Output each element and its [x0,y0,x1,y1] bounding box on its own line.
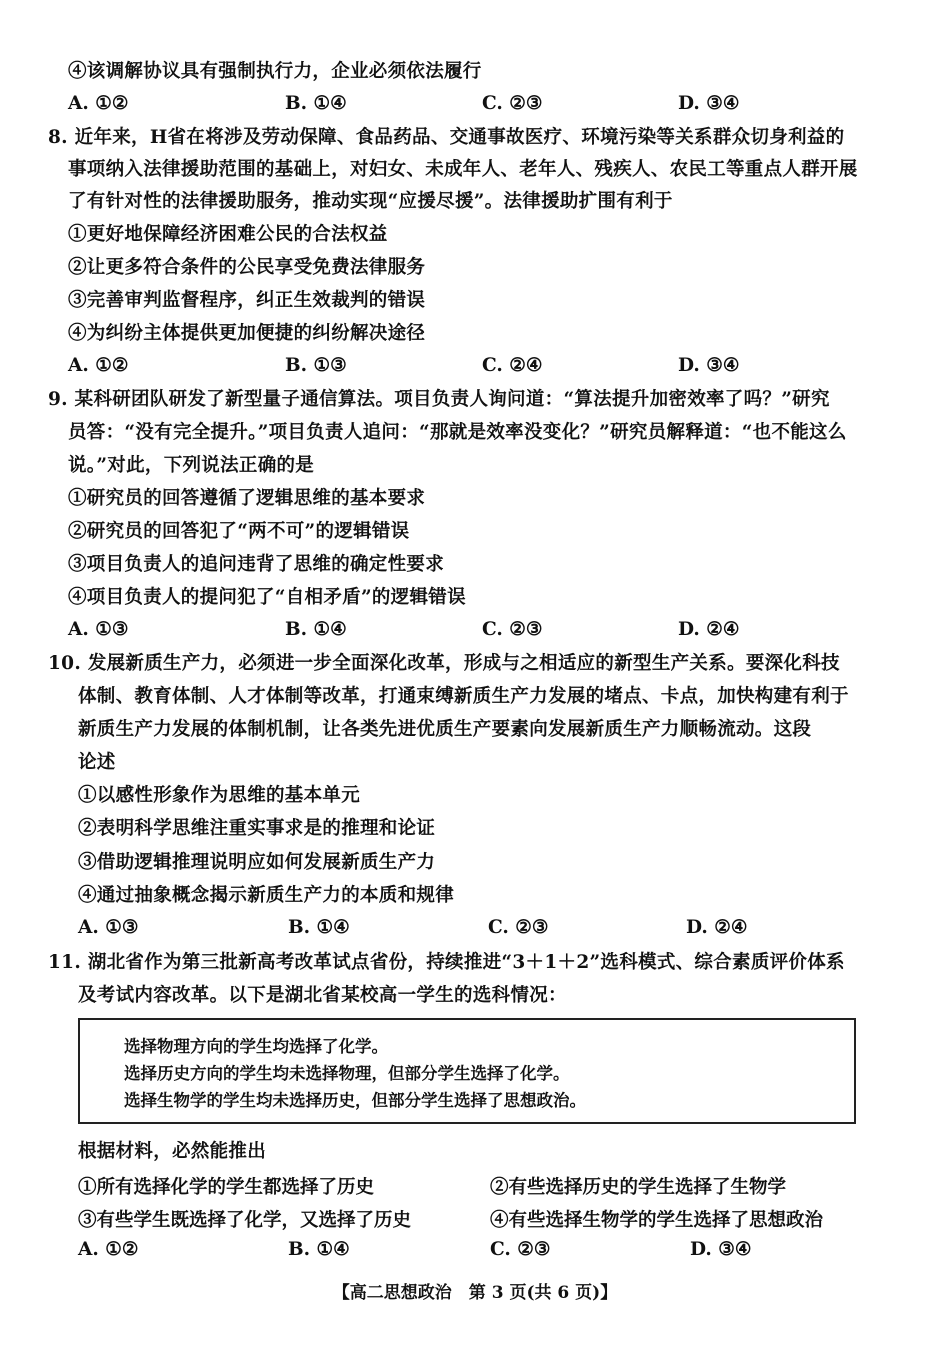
q11-option-b: B. ①④ [288,1239,350,1260]
q10-statement-2: ②表明科学思维注重实事求是的推理和论证 [78,818,436,839]
q10-option-a: A. ①③ [78,917,139,938]
q10-stem-line-4: 论述 [78,752,116,773]
q11-statement-1: ①所有选择化学的学生都选择了历史 [78,1177,375,1198]
q9-option-d: D. ②④ [678,619,740,640]
q9-options [68,619,868,643]
q7-option-b: B. ①④ [285,93,347,114]
q8-options [68,355,868,379]
q10-statement-3: ③借助逻辑推理说明应如何发展新质生产力 [78,852,436,873]
q10-stem-line-2: 体制、教育体制、人才体制等改革，打通束缚新质生产力发展的堵点、卡点，加快构建有利于 [78,686,849,707]
q11-option-d: D. ③④ [690,1239,752,1260]
q11-option-a: A. ①② [78,1239,139,1260]
q7-option-c: C. ②③ [482,93,543,114]
q8-option-a: A. ①② [68,355,129,376]
q9-option-c: C. ②③ [482,619,543,640]
q11-material-line-3: 选择生物学的学生均未选择历史，但部分学生选择了思想政治。 [124,1091,586,1110]
q7-options [68,93,868,117]
q8-stem-line-1: 8. 近年来，H省在将涉及劳动保障、食品药品、交通事故医疗、环境污染等关系群众切身利益的 [48,127,845,148]
q8-statement-3: ③完善审判监督程序，纠正生效裁判的错误 [68,290,426,311]
q7-option-d: D. ③④ [678,93,740,114]
q8-stem-line-2: 事项纳入法律援助范围的基础上，对妇女、未成年人、老年人、残疾人、农民工等重点人群开展 [68,159,858,180]
q9-stem-line-1: 9. 某科研团队研发了新型量子通信算法。项目负责人询问道：“算法提升加密效率了吗？”研究 [48,389,830,410]
q10-statement-4: ④通过抽象概念揭示新质生产力的本质和规律 [78,885,455,906]
q9-stem-line-2: 员答：“没有完全提升。”项目负责人追问：“那就是效率没变化？”研究员解释道：“也不能这么 [68,422,847,443]
q9-statement-1: ①研究员的回答遵循了逻辑思维的基本要求 [68,488,426,509]
q8-stem-line-3: 了有针对性的法律援助服务，推动实现“应援尽援”。法律援助扩围有利于 [68,191,673,212]
q11-statements-row-2 [78,1206,878,1230]
q7-statement-4: ④该调解协议具有强制执行力，企业必须依法履行 [68,61,482,82]
q11-material-box [78,1018,856,1124]
q11-material-line-1: 选择物理方向的学生均选择了化学。 [124,1037,388,1056]
q11-options [78,1239,878,1263]
q11-stem-line-2: 及考试内容改革。以下是湖北省某校高一学生的选科情况： [78,985,567,1006]
q10-option-c: C. ②③ [488,917,549,938]
q11-statement-2: ②有些选择历史的学生选择了生物学 [490,1177,787,1198]
q11-statement-3: ③有些学生既选择了化学，又选择了历史 [78,1210,412,1231]
q10-option-d: D. ②④ [686,917,748,938]
page-footer: 【高二思想政治 第 3 页(共 6 页)】 [332,1283,618,1303]
q8-statement-2: ②让更多符合条件的公民享受免费法律服务 [68,257,426,278]
q11-lead: 根据材料，必然能推出 [78,1141,267,1162]
q11-statement-4: ④有些选择生物学的学生选择了思想政治 [490,1210,824,1231]
q9-statement-2: ②研究员的回答犯了“两不可”的逻辑错误 [68,521,410,542]
q8-option-d: D. ③④ [678,355,740,376]
q10-stem-line-3: 新质生产力发展的体制机制，让各类先进优质生产要素向发展新质生产力顺畅流动。这段 [78,719,812,740]
q10-option-b: B. ①④ [288,917,350,938]
q9-statement-3: ③项目负责人的追问违背了思维的确定性要求 [68,554,445,575]
q9-option-b: B. ①④ [285,619,347,640]
q9-stem-line-3: 说。”对此，下列说法正确的是 [68,455,315,476]
q10-statement-1: ①以感性形象作为思维的基本单元 [78,785,361,806]
q11-stem-line-1: 11. 湖北省作为第三批新高考改革试点省份，持续推进“3＋1＋2”选科模式、综合素质评价体系 [48,952,845,973]
q8-option-b: B. ①③ [285,355,347,376]
q7-option-a: A. ①② [68,93,129,114]
q9-option-a: A. ①③ [68,619,129,640]
q8-statement-4: ④为纠纷主体提供更加便捷的纠纷解决途径 [68,323,426,344]
q10-options [78,917,878,941]
q8-option-c: C. ②④ [482,355,543,376]
q11-material-line-2: 选择历史方向的学生均未选择物理，但部分学生选择了化学。 [124,1064,570,1083]
q8-statement-1: ①更好地保障经济困难公民的合法权益 [68,224,388,245]
q11-option-c: C. ②③ [490,1239,551,1260]
q10-stem-line-1: 10. 发展新质生产力，必须进一步全面深化改革，形成与之相适应的新型生产关系。要深化科技 [48,653,840,674]
q11-statements-row-1 [78,1173,878,1197]
q9-statement-4: ④项目负责人的提问犯了“自相矛盾”的逻辑错误 [68,587,466,608]
